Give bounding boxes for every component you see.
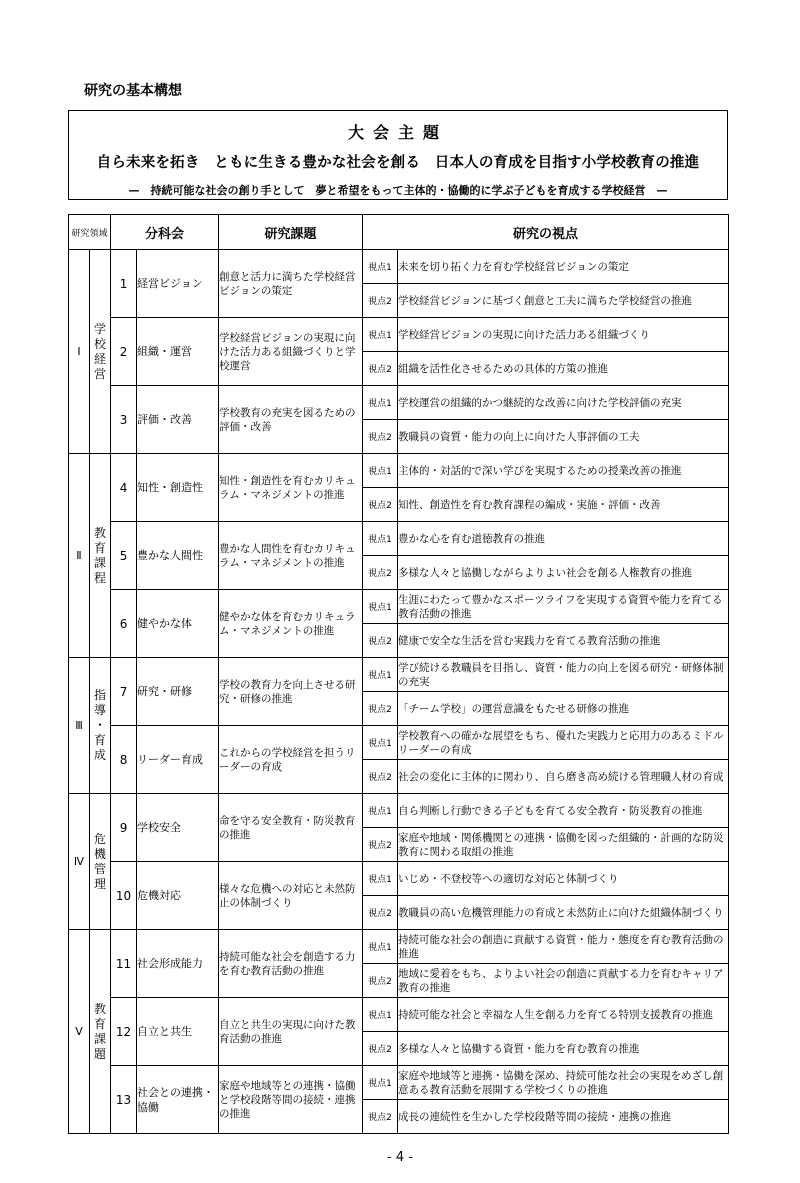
view-text: 生涯にわたって豊かなスポーツライフを実現する資質や能力を育てる教育活動の推進	[398, 590, 729, 624]
domain-name: 教 育 課 題	[90, 930, 111, 1134]
section-number: 5	[111, 522, 137, 590]
domain-roman: Ⅴ	[69, 930, 90, 1134]
section-name: 社会形成能力	[137, 930, 219, 998]
section-number: 3	[111, 386, 137, 454]
view-text: 多様な人々と協働する資質・能力を育む教育の推進	[398, 1032, 729, 1066]
view-text: 教職員の資質・能力の向上に向けた人事評価の工夫	[398, 420, 729, 454]
view-text: 健康で安全な生活を営む実践力を育てる教育活動の推進	[398, 624, 729, 658]
section-name: リーダー育成	[137, 726, 219, 794]
section-number: 1	[111, 250, 137, 318]
table-row	[69, 998, 729, 1032]
domain-roman: Ⅲ	[69, 658, 90, 794]
section-number: 4	[111, 454, 137, 522]
research-table	[68, 214, 729, 1134]
table-row	[69, 318, 729, 352]
view-text: 学校経営ビジョンの実現に向けた活力ある組織づくり	[398, 318, 729, 352]
header-bunkakai: 分科会	[111, 215, 219, 250]
section-kadai: 学校の教育力を向上させる研究・研修の推進	[219, 658, 363, 726]
view-text: 組織を活性化させるための具体的方策の推進	[398, 352, 729, 386]
section-name: 学校安全	[137, 794, 219, 862]
view-label: 視点2	[363, 692, 398, 726]
view-label: 視点2	[363, 284, 398, 318]
view-label: 視点1	[363, 386, 398, 420]
theme-sub: — 持続可能な社会の創り手として 夢と希望をもって主体的・協働的に学ぶ子どもを育成する学校経営 —	[128, 184, 668, 197]
section-kadai: これからの学校経営を担うリーダーの育成	[219, 726, 363, 794]
theme-box	[68, 110, 728, 200]
view-label: 視点1	[363, 726, 398, 760]
section-kadai: 学校教育の充実を図るための評価・改善	[219, 386, 363, 454]
theme-main: 自ら未来を拓き ともに生きる豊かな社会を創る 日本人の育成を目指す小学校教育の推進	[96, 155, 700, 171]
view-label: 視点2	[363, 352, 398, 386]
view-label: 視点2	[363, 420, 398, 454]
header-kadai: 研究課題	[219, 215, 363, 250]
header-shiten: 研究の視点	[363, 215, 729, 250]
view-text: 未来を切り拓く力を育む学校経営ビジョンの策定	[398, 250, 729, 284]
section-name: 危機対応	[137, 862, 219, 930]
table-row	[69, 862, 729, 896]
view-label: 視点2	[363, 828, 398, 862]
table-row	[69, 590, 729, 624]
view-text: 家庭や地域・関係機関との連携・協働を図った組織的・計画的な防災教育に関わる取組の推進	[398, 828, 729, 862]
view-label: 視点2	[363, 556, 398, 590]
section-kadai: 健やかな体を育むカリキュラム・マネジメントの推進	[219, 590, 363, 658]
table-row	[69, 1066, 729, 1100]
view-text: 「チーム学校」の運営意識をもたせる研修の推進	[398, 692, 729, 726]
view-text: 学校運営の組織的かつ継続的な改善に向けた学校評価の充実	[398, 386, 729, 420]
domain-name: 指 導 ・ 育 成	[90, 658, 111, 794]
section-name: 経営ビジョン	[137, 250, 219, 318]
table-row	[69, 250, 729, 284]
view-label: 視点1	[363, 454, 398, 488]
section-number: 13	[111, 1066, 137, 1134]
section-number: 8	[111, 726, 137, 794]
table-row	[69, 658, 729, 692]
page-heading: 研究の基本構想	[84, 83, 182, 99]
view-text: 学び続ける教職員を目指し、資質・能力の向上を図る研究・研修体制の充実	[398, 658, 729, 692]
view-text: 知性、創造性を育む教育課程の編成・実施・評価・改善	[398, 488, 729, 522]
table-body	[69, 250, 729, 1134]
section-kadai: 持続可能な社会を創造する力を育む教育活動の推進	[219, 930, 363, 998]
view-label: 視点1	[363, 998, 398, 1032]
table-row	[69, 726, 729, 760]
view-text: 学校経営ビジョンに基づく創意と工夫に満ちた学校経営の推進	[398, 284, 729, 318]
section-number: 12	[111, 998, 137, 1066]
view-text: 家庭や地域等と連携・協働を深め、持続可能な社会の実現をめざし創意ある教育活動を展開する学校づくりの推進	[398, 1066, 729, 1100]
section-kadai: 命を守る安全教育・防災教育の推進	[219, 794, 363, 862]
domain-roman: Ⅳ	[69, 794, 90, 930]
section-name: 自立と共生	[137, 998, 219, 1066]
view-label: 視点2	[363, 964, 398, 998]
view-label: 視点2	[363, 624, 398, 658]
view-label: 視点1	[363, 930, 398, 964]
section-number: 2	[111, 318, 137, 386]
view-text: 社会の変化に主体的に関わり、自ら磨き高め続ける管理職人材の育成	[398, 760, 729, 794]
section-kadai: 様々な危機への対応と未然防止の体制づくり	[219, 862, 363, 930]
section-name: 豊かな人間性	[137, 522, 219, 590]
view-label: 視点1	[363, 658, 398, 692]
view-label: 視点1	[363, 1066, 398, 1100]
section-kadai: 豊かな人間性を育むカリキュラム・マネジメントの推進	[219, 522, 363, 590]
view-label: 視点2	[363, 488, 398, 522]
section-number: 9	[111, 794, 137, 862]
domain-name: 教 育 課 程	[90, 454, 111, 658]
table-row	[69, 522, 729, 556]
section-number: 10	[111, 862, 137, 930]
view-label: 視点2	[363, 896, 398, 930]
view-text: 豊かな心を育む道徳教育の推進	[398, 522, 729, 556]
section-kadai: 自立と共生の実現に向けた教育活動の推進	[219, 998, 363, 1066]
table-header-row	[69, 215, 729, 250]
domain-roman: Ⅰ	[69, 250, 90, 454]
section-name: 知性・創造性	[137, 454, 219, 522]
view-text: いじめ・不登校等への適切な対応と体制づくり	[398, 862, 729, 896]
section-name: 研究・研修	[137, 658, 219, 726]
view-label: 視点1	[363, 794, 398, 828]
domain-roman: Ⅱ	[69, 454, 90, 658]
section-kadai: 家庭や地域等との連携・協働と学校段階等間の接続・連携の推進	[219, 1066, 363, 1134]
view-text: 教職員の高い危機管理能力の育成と未然防止に向けた組織体制づくり	[398, 896, 729, 930]
domain-name: 学 校 経 営	[90, 250, 111, 454]
section-name: 社会との連携・協働	[137, 1066, 219, 1134]
section-name: 健やかな体	[137, 590, 219, 658]
section-name: 評価・改善	[137, 386, 219, 454]
section-kadai: 知性・創造性を育むカリキュラム・マネジメントの推進	[219, 454, 363, 522]
section-number: 11	[111, 930, 137, 998]
header-ryouiki: 研究領域	[69, 215, 111, 250]
view-text: 持続可能な社会の創造に貢献する資質・能力・態度を育む教育活動の推進	[398, 930, 729, 964]
table-row	[69, 794, 729, 828]
table-row	[69, 386, 729, 420]
view-text: 学校教育への確かな展望をもち、優れた実践力と応用力のあるミドルリーダーの育成	[398, 726, 729, 760]
domain-name: 危 機 管 理	[90, 794, 111, 930]
view-label: 視点1	[363, 590, 398, 624]
table-row	[69, 454, 729, 488]
view-text: 自ら判断し行動できる子どもを育てる安全教育・防災教育の推進	[398, 794, 729, 828]
section-number: 7	[111, 658, 137, 726]
section-kadai: 創意と活力に満ちた学校経営ビジョンの策定	[219, 250, 363, 318]
view-text: 持続可能な社会と幸福な人生を創る力を育てる特別支援教育の推進	[398, 998, 729, 1032]
view-label: 視点1	[363, 862, 398, 896]
view-label: 視点1	[363, 250, 398, 284]
section-name: 組織・運営	[137, 318, 219, 386]
view-label: 視点2	[363, 1032, 398, 1066]
view-text: 成長の連続性を生かした学校段階等間の接続・連携の推進	[398, 1100, 729, 1134]
view-text: 地域に愛着をもち、よりよい社会の創造に貢献する力を育むキャリア教育の推進	[398, 964, 729, 998]
theme-label: 大会主題	[347, 123, 448, 142]
view-text: 多様な人々と協働しながらよりよい社会を創る人権教育の推進	[398, 556, 729, 590]
section-kadai: 学校経営ビジョンの実現に向けた活力ある組織づくりと学校運営	[219, 318, 363, 386]
page-number: - 4 -	[387, 1150, 413, 1165]
view-label: 視点1	[363, 522, 398, 556]
table-row	[69, 930, 729, 964]
view-label: 視点1	[363, 318, 398, 352]
section-number: 6	[111, 590, 137, 658]
view-text: 主体的・対話的で深い学びを実現するための授業改善の推進	[398, 454, 729, 488]
view-label: 視点2	[363, 760, 398, 794]
view-label: 視点2	[363, 1100, 398, 1134]
